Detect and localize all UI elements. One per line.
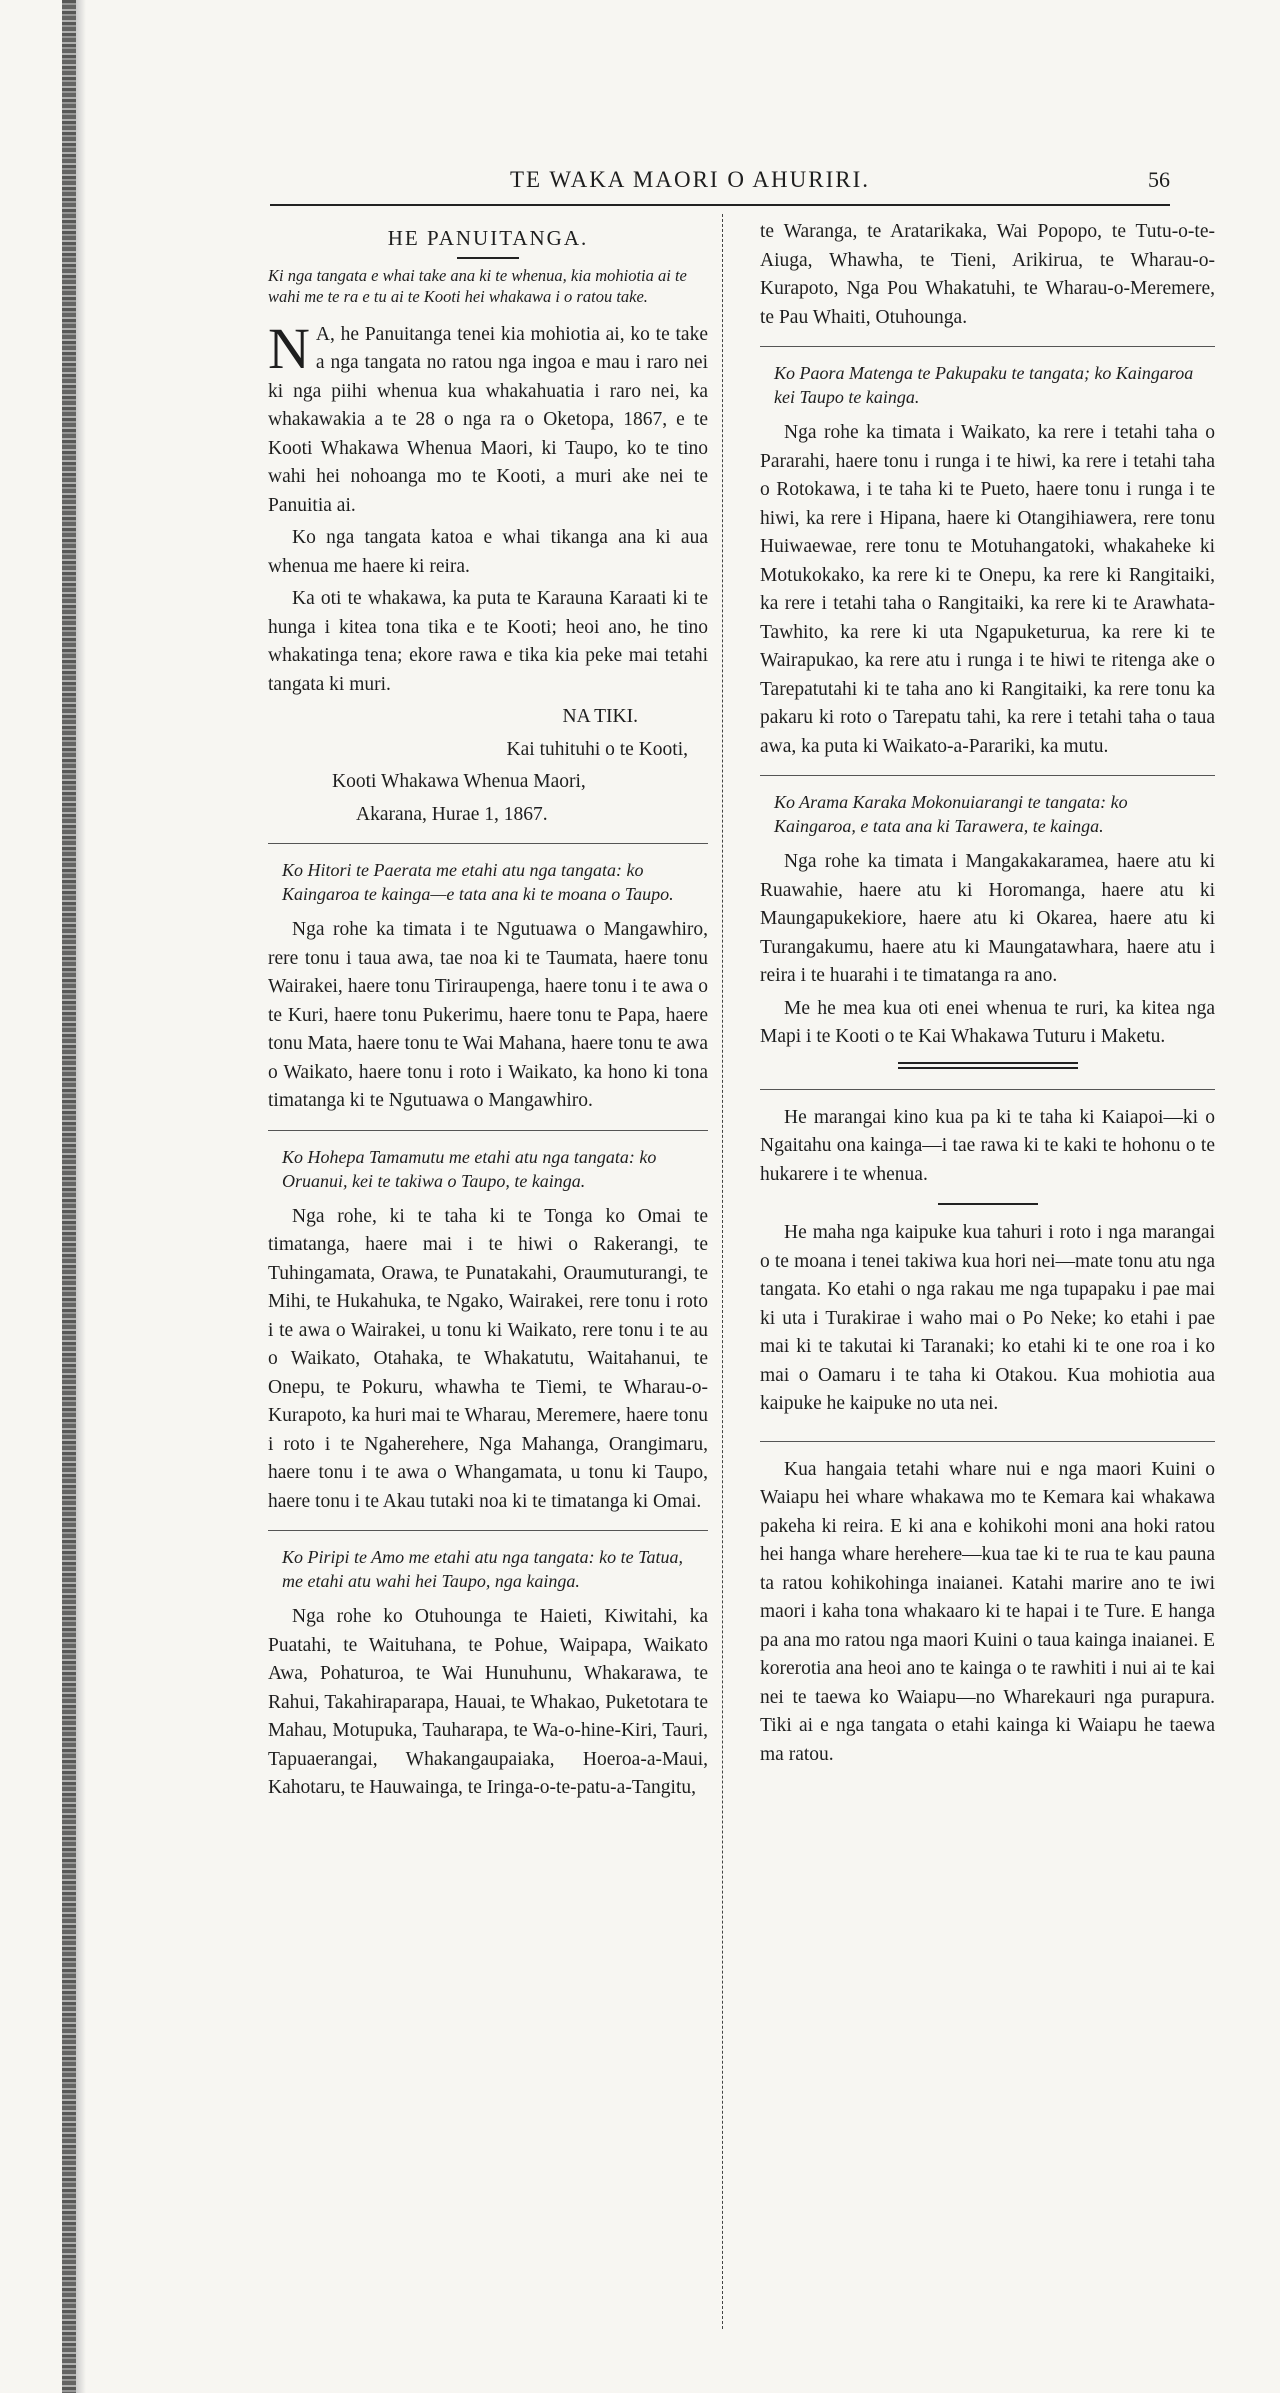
binding-shadow xyxy=(76,0,86,2393)
claim-text-3-continued: te Waranga, te Aratarikaka, Wai Popopo, te Tutu-o-te-Aiuga, Whawha, te Tieni, Arikirua, te Wharau-o-Kurapoto, Nga Pou Whakatuhi, te Wharau-o-Meremere, te Pau Whaiti, Otuhounga. xyxy=(760,221,1215,328)
notice-heading: HE PANUITANGA. xyxy=(387,226,589,250)
section-rule xyxy=(268,1530,708,1531)
signature-name: NA TIKI. xyxy=(562,706,638,727)
claim-note-5: Me he mea kua oti enei whenua te ruri, ka kitea nga Mapi i te Kooti o te Kai Whakawa Tuturu i Maketu. xyxy=(760,997,1215,1047)
claim-text-1: Nga rohe ka timata i te Ngutuawa o Mangawhiro, rere tonu i taua awa, tae noa ki te Taumata, haere tonu Wairakei, haere tonu Tiriraupenga, haere tonu i te awa o te Kuri, haere tonu Pukerimu, haere tonu te Papa, haere tonu Mata, haere tonu te Wai Mahana, haere tonu te awa o Waikato, haere tonu i roto i Waikato, ka hono ki tona timatanga ki te Ngutuawa o Mangawhiro. xyxy=(268,919,708,1111)
claim-text-4: Nga rohe ka timata i Waikato, ka rere i tetahi taha o Pararahi, haere tonu i runga i te hiwi, ka rere i tetahi taha o Rotokawa, i te taha ki te Pueto, haere tonu i runga i te hiwi, ka rere i Hipana, haere ki Otangihiawera, rere tonu Huiwaewae, rere tonu te Motuhangatoki, whakaheke ki Motukokako, ka rere ki te Onepu, ka rere ki Rangitaiki, ka rere i tetahi taha o Rangitaiki, ka rere ki te Arawhata-Tawhito, ka rere ki uta Ngapuketurua, ka rere ki te Wairapukao, ka rere atu i runga i te hiwi te ritenga ake o Tarepatutahi ki te taha ano ki Rangitaiki, ka rere tonu ka pakaru ki roto o Tarepatu tahi, ka rere i tetahi taha o taua awa, ka puta ki Waikato-a-Parariki, ka mutu. xyxy=(760,422,1215,757)
page-binding-edge xyxy=(62,0,76,2393)
left-column xyxy=(268,218,708,1807)
page-number: 56 xyxy=(1148,167,1170,192)
drop-cap: N xyxy=(268,315,310,381)
right-column xyxy=(760,218,1215,1773)
header-rule xyxy=(270,204,1170,206)
claim-text-2: Nga rohe, ki te taha ki te Tonga ko Omai te timatanga, haere mai i te hiwi o Rakerangi, te Tuhingamata, Orawa, te Punatakahi, Oraumuturangi, te Mihi, te Hukahuka, te Ngako, Wairakei, rere tonu i roto i te awa o Wairakei, u tonu ki Waikato, rere tonu i te au o Waikato, Otahaka, te Whakatutu, Waitahanui, te Onepu, te Pokuru, whawha te Tiemi, te Wharau-o-Kurapoto, ka huri mai te Wharau, Meremere, haere tonu i roto i te Ngaherehere, Nga Mahanga, Orangimaru, haere tonu i te awa o Whangamata, u tonu ki Taupo, haere tonu i te Akau tutaki noa ki te timatanga ki Omai. xyxy=(268,1205,708,1512)
section-rule xyxy=(268,843,708,844)
claim-caption-4: Ko Paora Matenga te Pakupaku te tangata; ko Kaingaroa kei Taupo te kainga. xyxy=(774,363,1194,407)
section-rule xyxy=(760,1089,1215,1090)
heading-rule xyxy=(457,257,519,259)
double-rule xyxy=(898,1062,1078,1069)
news-rule xyxy=(938,1203,1038,1205)
news-item-2: He maha nga kaipuke kua tahuri i roto i nga marangai o te moana i tenei takiwa kua hori nei—mate tonu atu nga tangata. Ko etahi o nga rakau me nga tupapaku i pae mai ki uta i Turakirae i waho mai o Po Neke; ko etahi i pae mai ki te takutai ki Taranaki; ko etahi ki te one roa i ko mai o Oamaru i te taha ki Otakou. Kua mohiotia aua kaipuke he kaipuke no uta nei. xyxy=(760,1222,1215,1414)
notice-paragraph-2: Ko nga tangata katoa e whai tikanga ana ki aua whenua me haere ki reira. xyxy=(268,527,708,577)
signature-title: Kai tuhituhi o te Kooti, xyxy=(506,738,688,760)
newspaper-title: TE WAKA MAORI O AHURIRI. xyxy=(510,167,870,192)
notice-paragraph-1: N A, he Panuitanga tenei kia mohiotia ai, ko te take a nga tangata no ratou nga ingoa e mau i raro nei ki nga piihi whenua kua whakahuatia i raro nei, ka whakawakia a te 28 o nga ra o Oketopa, 1867, e te Kooti Whakawa Whenua Maori, ki Taupo, ko te tino wahi hei nohoanga mo te Kooti, a muri ake nei te Panuitia ai. xyxy=(268,315,708,516)
signature-court: Kooti Whakawa Whenua Maori, xyxy=(332,771,586,792)
section-rule xyxy=(760,346,1215,347)
section-rule xyxy=(268,1130,708,1131)
section-rule xyxy=(760,775,1215,776)
section-rule xyxy=(760,1441,1215,1442)
column-divider xyxy=(722,214,723,2329)
notice-subheading: Ki nga tangata e whai take ana ki te whenua, kia mohiotia ai te wahi me te ra e tu ai te Kooti hei whakawa i o ratou take. xyxy=(268,265,687,306)
claim-caption-1: Ko Hitori te Paerata me etahi atu nga tangata: ko Kaingaroa te kainga—e tata ana ki te moana o Taupo. xyxy=(282,860,674,904)
claim-text-3: Nga rohe ko Otuhounga te Haieti, Kiwitahi, ka Puatahi, te Waituhana, te Pohue, Waipapa, Waikato Awa, Pohaturoa, te Wai Hunuhunu, Whakarawa, te Rahui, Takahiraparapa, Hauai, te Whakao, Puketotara te Mahau, Motupuka, Tauharapa, te Wa-o-hine-Kiri, Tauri, Tapuaerangai, Whakangaupaiaka, Hoeroa-a-Maui, Kahotaru, te Hauwainga, te Iringa-o-te-patu-a-Tangitu, xyxy=(268,1606,708,1798)
claim-text-5: Nga rohe ka timata i Mangakakaramea, haere atu ki Ruawahie, haere atu ki Horomanga, haere atu ki Maungapukekiore, haere atu ki Okarea, haere atu ki Turangakumu, haere atu ki Maungatawhara, haere atu i reira i te huarahi i te timatanga ra ano. xyxy=(760,851,1215,986)
signature-date: Akarana, Hurae 1, 1867. xyxy=(356,803,548,825)
claim-caption-5: Ko Arama Karaka Mokonuiarangi te tangata: ko Kaingaroa, e tata ana ki Tarawera, te kainga. xyxy=(774,792,1128,836)
news-item-3: Kua hangaia tetahi whare nui e nga maori Kuini o Waiapu hei whare whakawa mo te Kemara kai whakawa pakeha ki reira. E ki ana e kohikohi moni ana hoki ratou hei hanga whare herehere—kua tae ki te rua te kau pauna ta ratou kohikohinga inaianei. Katahi marire ano te iwi maori i kaha tona whakaaro ki te hapai i te Ture. E hanga pa ana mo ratou nga maori Kuini o taua kainga inaianei. E korerotia ana heoi ano te kainga o te rawhiti i nui ai te kai nei te taewa ko Waiapu—no Wharekauri nga purapura. Tiki ai e nga tangata o etahi kainga ki Waiapu he taewa ma ratou. xyxy=(760,1458,1215,1765)
claim-caption-3: Ko Piripi te Amo me etahi atu nga tangata: ko te Tatua, me etahi atu wahi hei Taupo, nga kainga. xyxy=(282,1547,683,1591)
claim-caption-2: Ko Hohepa Tamamutu me etahi atu nga tangata: ko Oruanui, kei te takiwa o Taupo, te kainga. xyxy=(282,1146,657,1191)
notice-paragraph-3: Ka oti te whakawa, ka puta te Karauna Karaati ki te hunga i kitea tona tika e te Kooti; heoi ano, he tino whakatinga tena; ekore rawa e tika kia peke mai tetahi tangata ki muri. xyxy=(268,588,708,695)
news-item-1: He marangai kino kua pa ki te taha ki Kaiapoi—ki o Ngaitahu ona kainga—i tae rawa ki te kaki te hohonu o te hukarere i te whenua. xyxy=(760,1106,1215,1185)
page-header xyxy=(270,163,1170,203)
